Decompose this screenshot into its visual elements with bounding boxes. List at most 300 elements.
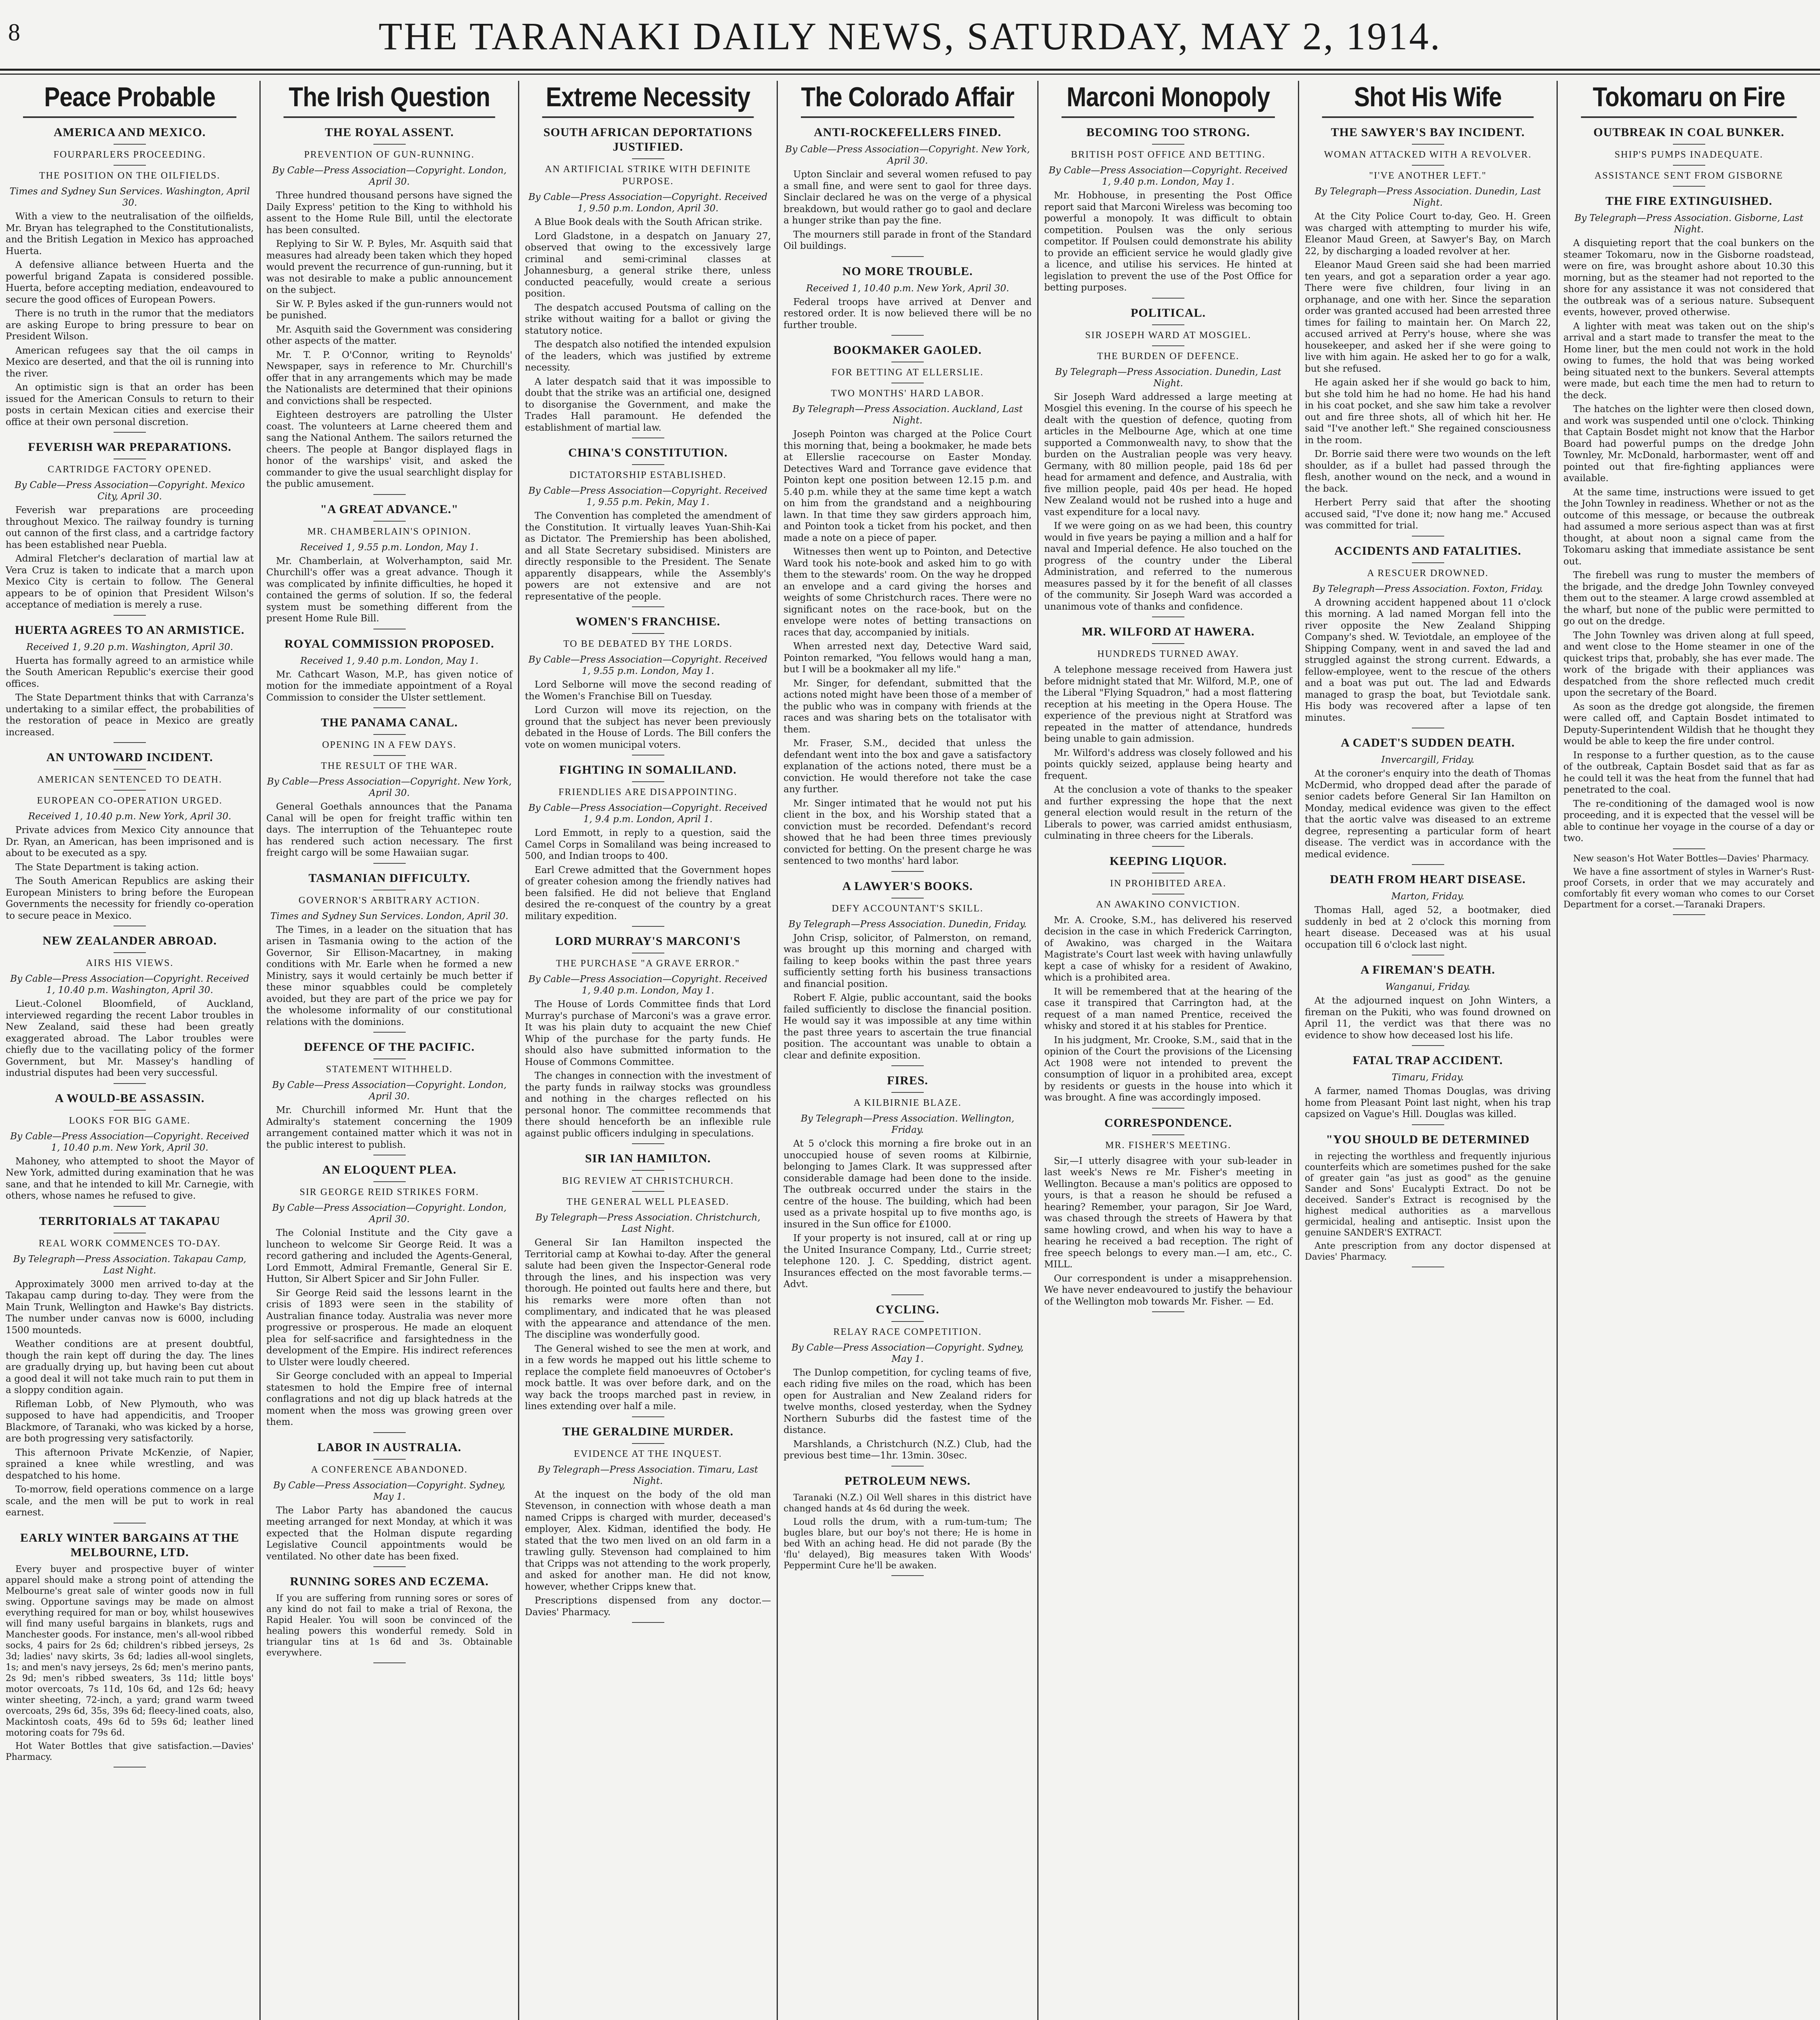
article-subhead: FIRES. <box>887 1074 928 1087</box>
article-subhead: AN ELOQUENT PLEA. <box>322 1163 457 1176</box>
article-paragraph: A telephone message received from Hawera just before midnight stated that Mr. Wilford, M.P., one of the Liberal "Flying Squadron," had a most flattering reception at his meeting in the Opera House. The experience of the previous night at Stratford was repeated in the matter of attendance, hundreds being unable to gain admission. <box>1044 665 1292 744</box>
article-kicker: PREVENTION OF GUN-RUNNING. <box>304 149 475 160</box>
article-paragraph: The General wished to see the men at work, and in a few words he mapped out his little scheme to replace the complete field manoeuvres of October's mock battle. It was over before dark, and on the way back the troops marched past in review, in lines extending over half a mile. <box>525 1343 771 1412</box>
article-paragraph: At 5 o'clock this morning a fire broke out in an unoccupied house of seven rooms at Kilbirnie, belonging to James Clark. It was suppressed after considerable damage had been done to the inside. The outbreak occurred under the stairs in the centre of the house. The building, which had been used as a private hospital up to five months ago, is insured in the Sun office for £1000. <box>784 1138 1032 1230</box>
article-subhead: FIGHTING IN SOMALILAND. <box>559 763 737 776</box>
article-subhead: WOMEN'S FRANCHISE. <box>575 615 720 628</box>
article-subhead: AN UNTOWARD INCIDENT. <box>46 751 213 764</box>
article-kicker: EVIDENCE AT THE INQUEST. <box>574 1448 722 1459</box>
article-paragraph: The Colonial Institute and the City gave a luncheon to welcome Sir George Reid. It was a record gathering and included the Agents-General, Lord Emmott, Admiral Fremantle, General Sir E. Hutton, Sir Albert Spicer and Sir John Fuller. <box>266 1228 512 1284</box>
article-dateline: Received 1, 9.55 p.m. London, May 1. <box>300 542 479 553</box>
article-kicker: EUROPEAN CO-OPERATION URGED. <box>37 795 223 806</box>
article-kicker: A RESCUER DROWNED. <box>1367 568 1489 579</box>
article-kicker: THE PURCHASE "A GRAVE ERROR." <box>556 958 740 969</box>
column-headline: The Colorado Affair <box>801 81 1014 118</box>
separator-rule <box>891 1092 924 1093</box>
article-paragraph: A farmer, named Thomas Douglas, was driving home from Pleasant Point last night, when his trap capsized on Vague's Hill. Douglas was killed. <box>1305 1086 1551 1119</box>
article-paragraph: Private advices from Mexico City announce that Dr. Ryan, an American, has been imprisoned and is about to be executed as a spy. <box>6 825 254 858</box>
article-dateline: By Cable—Press Association—Copyright. Received 1, 9.4 p.m. London, April 1. <box>528 803 768 825</box>
article-paragraph: Earl Crewe admitted that the Government hopes of greater cohesion among the friendly natives had been falsified. He did not believe that England desired the re-conquest of the country by a great military expedition. <box>525 865 771 922</box>
article-paragraph: A Blue Book deals with the South African strike. <box>535 217 763 227</box>
section-divider <box>114 615 146 616</box>
article-paragraph: Mr. Hobhouse, in presenting the Post Office report said that Marconi Wireless was becoming too powerful a monopoly. It was difficult to obtain competition. Poulsen was the only serious competitor. If Poulsen could demonstrate his ability to provide an efficient service he would gladly give a licence, and utilise his services. He hinted at legislation to prevent the use of the Post Office for betting purposes. <box>1044 190 1292 293</box>
article-paragraph: Mahoney, who attempted to shoot the Mayor of New York, admitted during examination that he was sane, and that he intended to kill Mr. Carnegie, with others, whose names he refused to give. <box>6 1156 254 1201</box>
article-dateline: By Cable—Press Association—Copyright. Received 1, 10.40 p.m. Washington, April 30. <box>10 974 249 995</box>
article-kicker: CARTRIDGE FACTORY OPENED. <box>47 464 212 475</box>
article-kicker: A KILBIRNIE BLAZE. <box>853 1098 962 1108</box>
section-divider <box>1673 186 1705 187</box>
article-paragraph: Thomas Hall, aged 52, a bootmaker, died suddenly in bed at 2 o'clock this morning from heart disease. Deceased was at his usual occupation till 6 o'clock last night. <box>1305 905 1551 950</box>
article-kicker: FRIENDLIES ARE DISAPPOINTING. <box>558 787 737 797</box>
article-subhead: BOOKMAKER GAOLED. <box>833 343 982 357</box>
article-kicker: BRITISH POST OFFICE AND BETTING. <box>1071 149 1266 160</box>
article-subhead: MR. WILFORD AT HAWERA. <box>1082 625 1255 638</box>
article-dateline: By Telegraph—Press Association. Gisborne, Last Night. <box>1574 213 1803 235</box>
section-divider <box>1673 848 1705 849</box>
article-paragraph: Prescriptions dispensed from any doctor.—Davies' Pharmacy. <box>525 1595 771 1618</box>
article-paragraph: American refugees say that the oil camps in Mexico are deserted, and that the oil is running into the river. <box>6 345 254 379</box>
article-dateline: By Telegraph—Press Association. Takapau Camp, Last Night. <box>13 1254 246 1276</box>
column-headline: The Irish Question <box>284 81 495 118</box>
separator-rule <box>632 1191 664 1192</box>
article-dateline: By Cable—Press Association—Copyright. Received 1, 9.55 p.m. Pekin, May 1. <box>528 486 768 507</box>
separator-rule <box>373 734 406 735</box>
article-paragraph: There is no truth in the rumor that the mediators are asking Europe to bring pressure to bear on President Wilson. <box>6 308 254 342</box>
article-paragraph: Mr. Chamberlain, at Wolverhampton, said Mr. Churchill's offer was a great advance. Though it was complicated by infinite difficulties, he hoped it contained the germs of solution. If so, the federal system must be something different from the present Home Rule Bill. <box>266 556 512 624</box>
article-paragraph: Weather conditions are at present doubtful, though the rain kept off during the day. The lines are gradually drying up, but having been cut about a good deal it will not take much rain to put them in a sloppy condition again. <box>6 1339 254 1395</box>
article-kicker: SHIP'S PUMPS INADEQUATE. <box>1614 149 1763 160</box>
section-divider <box>114 1083 146 1084</box>
article-kicker: DEFY ACCOUNTANT'S SKILL. <box>832 903 984 914</box>
article-paragraph: Eleanor Maud Green said she had been married ten years, and got a separation order a year ago. There were five children, four living in an orphanage, and one with her. Since the separation order was granted accused had been arrested three times for failing to maintain her. On March 22, accused arrived at Perry's house, where she was housekeeper, and asked her if she were going to live with him again. He asked her to go for a walk, but she refused. <box>1305 260 1551 374</box>
article-dateline: By Cable—Press Association—Copyright. Received 1, 9.40 p.m. London, May 1. <box>528 974 768 996</box>
article-dateline: By Telegraph—Press Association. Dunedin, Friday. <box>788 919 1027 930</box>
article-paragraph: To-morrow, field operations commence on a large scale, and the men will be put to work in real earnest. <box>6 1484 254 1518</box>
section-divider <box>891 871 924 872</box>
advertisement-text: Taranaki (N.Z.) Oil Well shares in this district have changed hands at 4s 6d during the week. <box>784 1492 1032 1514</box>
article-subhead: EARLY WINTER BARGAINS AT THE MELBOURNE, LTD. <box>20 1531 240 1559</box>
article-paragraph: Joseph Pointon was charged at the Police Court this morning that, being a bookmaker, he made bets at Ellerslie racecourse on Easter Monday. Detectives Ward and Torrance gave evidence that Pointon kept one position between 12.15 p.m. and 5.40 p.m. while they at the same time kept a watch on him from the grandstand and a neighbouring lawn. In that time they saw girders approach him, and Pointon took a ticket from his pocket, and then made a note on a piece of paper. <box>784 429 1032 543</box>
article-paragraph: The John Townley was driven along at full speed, and went close to the Home steamer in one of the quickest trips that, probably, she has ever made. The work of the brigade with their appliances was despatched from the shore reflected much credit upon the secretary of the Board. <box>1563 630 1814 698</box>
page-number: 8 <box>8 19 20 46</box>
advertisement-text: New season's Hot Water Bottles—Davies' Pharmacy. <box>1573 853 1809 864</box>
article-kicker: BIG REVIEW AT CHRISTCHURCH. <box>562 1176 734 1186</box>
article-dateline: By Cable—Press Association—Copyright. Received 1, 10.40 p.m. New York, April 30. <box>10 1131 249 1153</box>
article-dateline: By Telegraph—Press Association. Auckland, Last Night. <box>792 404 1023 426</box>
article-dateline: Timaru, Friday. <box>1392 1072 1464 1083</box>
separator-rule <box>632 1443 664 1444</box>
article-kicker: TO BE DEBATED BY THE LORDS. <box>563 639 733 649</box>
article-kicker: THE POSITION ON THE OILFIELDS. <box>39 170 221 181</box>
article-paragraph: Lord Curzon will move its rejection, on the ground that the subject has never been previously debated in the House of Lords. The Bill confers the vote on women municipal voters. <box>525 705 771 750</box>
article-subhead: THE GERALDINE MURDER. <box>562 1425 734 1438</box>
separator-rule <box>632 781 664 782</box>
article-paragraph: The Labor Party has abandoned the caucus meeting arranged for next Monday, at which it was expected that the Holman dispute regarding Legislative Council appointments would be ventilated. No other date has been fixed. <box>266 1505 512 1562</box>
article-subhead: DEFENCE OF THE PACIFIC. <box>304 1040 475 1054</box>
article-paragraph: Witnesses then went up to Pointon, and Detective Ward took his note-book and asked him to go with them to the stewards' room. On the way he dropped an envelope and a card giving the horses and weights of some Christchurch races. There were no significant notes on the race-book, but on the envelope were notes of betting transactions on races that day, accompanied by initials. <box>784 547 1032 638</box>
article-subhead: KEEPING LIQUOR. <box>1109 854 1227 868</box>
article-paragraph: Mr. Singer, for defendant, submitted that the actions noted might have been those of a member of the public who was in company with friends at the races and was sharing bets on the totalisator with them. <box>784 678 1032 735</box>
article-subhead: A LAWYER'S BOOKS. <box>842 879 973 893</box>
article-subhead: ANTI-ROCKEFELLERS FINED. <box>813 126 1002 139</box>
article-dateline: By Cable—Press Association—Copyright. Received 1, 9.55 p.m. London, May 1. <box>528 654 768 676</box>
column-4 <box>778 81 1038 2020</box>
section-divider <box>114 1206 146 1207</box>
article-paragraph: Admiral Fletcher's declaration of martial law at Vera Cruz is taken to indicate that a march upon Mexico City is certain to follow. The General appears to be of opinion that President Wilson's acceptance of mediation is merely a ruse. <box>6 553 254 610</box>
separator-rule <box>373 755 406 756</box>
separator-rule <box>114 144 146 145</box>
article-subhead: LORD MURRAY'S MARCONI'S <box>555 934 741 948</box>
article-dateline: By Telegraph—Press Association. Christchurch, Last Night. <box>535 1212 760 1234</box>
separator-rule <box>632 158 664 159</box>
column-headline: Extreme Necessity <box>542 81 754 118</box>
section-divider <box>1152 1108 1184 1109</box>
section-divider <box>891 1575 924 1576</box>
article-paragraph: Robert F. Algie, public accountant, said the books failed sufficiently to disclose the financial position. He would say it was impossible at any time within the past three years to ascertain the true financial position. The accountant was unable to obtain a clear and definite exposition. <box>784 993 1032 1061</box>
article-paragraph: Lieut.-Colonel Bloomfield, of Auckland, interviewed regarding the recent Labor troubles in New Zealand, said these had been greatly exaggerated abroad. The Labor troubles were chiefly due to the vacillating policy of the former Government, but Mr. Massey's handling of industrial disputes had been very successful. <box>6 999 254 1078</box>
article-subhead: A WOULD-BE ASSASSIN. <box>55 1091 205 1105</box>
article-dateline: Invercargill, Friday. <box>1381 755 1475 765</box>
article-paragraph: The despatch accused Poutsma of calling on the strike without waiting for a ballot or giving the statutory notice. <box>525 302 771 336</box>
article-paragraph: The South American Republics are asking their European Ministers to bring before the European Governments the necessity for friendly co-operation to secure peace in Mexico. <box>6 876 254 921</box>
article-subhead: HUERTA AGREES TO AN ARMISTICE. <box>15 623 245 637</box>
separator-rule <box>1673 144 1705 145</box>
article-paragraph: At the same time, instructions were issued to get the John Townley in readiness. Whether or not as the outcome of this message, or because the outbreak had assumed a more serious aspect than was at first thought, at about noon a signal came from the Tokomaru asking that immediate assistance be sent out. <box>1563 487 1814 567</box>
separator-rule <box>373 521 406 522</box>
article-subhead: A FIREMAN'S DEATH. <box>1360 963 1496 976</box>
article-paragraph: Herbert Perry said that after the shooting accused said, "I've done it; now hang me." Accused was committed for trial. <box>1305 497 1551 531</box>
article-paragraph: An optimistic sign is that an order has been issued for the American Consuls to return to their posts in certain Mexican cities and exercise their office at their own personal discretion. <box>6 382 254 427</box>
article-dateline: Received 1, 10.40 p.m. New York, April 30. <box>28 811 232 822</box>
section-divider <box>891 335 924 336</box>
article-paragraph: When arrested next day, Detective Ward said, Pointon remarked, "You fellows would hang a man, but I will be a bookmaker all my life." <box>784 641 1032 675</box>
article-kicker: MR. CHAMBERLAIN'S OPINION. <box>307 526 472 537</box>
article-kicker: MR. FISHER'S MEETING. <box>1105 1140 1231 1151</box>
article-paragraph: It will be remembered that at the hearing of the case it transpired that Carrington had, at the request of a man named Prentice, received the whisky and stored it at his stables for Prentice. <box>1044 986 1292 1031</box>
article-paragraph: Three hundred thousand persons have signed the Daily Express' petition to the King to withhold his assent to the Home Rule Bill, until the electorate has been consulted. <box>266 190 512 236</box>
article-subhead: FATAL TRAP ACCIDENT. <box>1352 1054 1503 1067</box>
article-kicker: LOOKS FOR BIG GAME. <box>69 1115 191 1126</box>
separator-rule <box>114 790 146 791</box>
separator-rule <box>114 1110 146 1111</box>
article-paragraph: Mr. Churchill informed Mr. Hunt that the Admiralty's statement concerning the 1909 arrangement contained matter which it was not in the public interest to publish. <box>266 1105 512 1150</box>
article-paragraph: Approximately 3000 men arrived to-day at the Takapau camp during to-day. They were from the Main Trunk, Wellington and Hawke's Bay districts. The number under canvas now is 6000, including 1500 mounteds. <box>6 1279 254 1336</box>
article-kicker: AN ARTIFICIAL STRIKE WITH DEFINITE PURPOSE. <box>545 164 751 187</box>
article-subhead: THE PANAMA CANAL. <box>321 716 458 729</box>
section-divider <box>373 1432 406 1433</box>
section-divider <box>373 863 406 864</box>
article-paragraph: Mr. Fraser, S.M., decided that unless the defendant went into the box and gave a satisfactory explanation of the actions noted, there must be a conviction. He would therefore not take the case any further. <box>784 738 1032 795</box>
article-paragraph: The despatch also notified the intended expulsion of the leaders, which was justified by extreme necessity. <box>525 339 771 373</box>
article-subhead: NO MORE TROUBLE. <box>842 264 973 278</box>
article-paragraph: Sir W. P. Byles asked if the gun-runners would not be punished. <box>266 299 512 321</box>
article-subhead: TASMANIAN DIFFICULTY. <box>308 871 470 885</box>
column-headline: Marconi Monopoly <box>1062 81 1275 118</box>
separator-rule <box>373 1181 406 1182</box>
article-paragraph: A lighter with meat was taken out on the ship's arrival and a start made to transfer the meat to the Home liner, but the men could not work in the hold owing to fumes, the hold that was being worked being situated next to the bunkers. Several attempts were made, but each time the men had to return to the deck. <box>1563 321 1814 401</box>
article-dateline: By Telegraph—Press Association. Dunedin, Last Night. <box>1314 186 1541 208</box>
article-dateline: Received 1, 9.20 p.m. Washington, April 30. <box>26 642 233 652</box>
separator-rule <box>1152 345 1184 346</box>
article-kicker: AN AWAKINO CONVICTION. <box>1096 899 1241 910</box>
article-kicker: HUNDREDS TURNED AWAY. <box>1097 649 1239 659</box>
article-paragraph: The hatches on the lighter were then closed down, and work was suspended until one o'clock. Thinking that Captain Bosdet might not know that the Harbor Board had powerful pumps on the dredge John Townley, Mr. McDonald, harbormaster, went off and pointed out that fire-fighting appliances were available. <box>1563 404 1814 484</box>
article-subhead: OUTBREAK IN COAL BUNKER. <box>1593 126 1784 139</box>
separator-rule <box>1412 144 1444 145</box>
article-subhead: "YOU SHOULD BE DETERMINED <box>1326 1132 1530 1146</box>
separator-rule <box>1412 562 1444 563</box>
section-divider <box>373 1662 406 1663</box>
article-kicker: STATEMENT WITHHELD. <box>326 1064 453 1075</box>
section-divider <box>632 606 664 607</box>
section-divider <box>632 1143 664 1144</box>
article-paragraph: As soon as the dredge got alongside, the firemen were called off, and Captain Bosdet intimated to Deputy-Superintendent Wildish that he thought they would be able to keep the fire under control. <box>1563 701 1814 747</box>
advertisement-text: Every buyer and prospective buyer of winter apparel should make a strong point of attending the Melbourne's great sale of winter goods now in full swing. Opportune savings may be made on almost everything required for man or boy, whilst housewives will find many useful bargains in blankets, rugs and Manchester goods. For instance, men's all-wool ribbed socks, 4 pairs for 2s 6d; children's ribbed jerseys, 2s 3d; ladies' navy skirts, 3s 6d; ladies all-wool singlets, 1s; and men's navy jerseys, 2s 6d; men's merino pants, 2s 9d; men's ribbed sweaters, 3s 11d; little boys' motor overcoats, 7s 11d, 10s 6d, and 12s 6d; heavy winter sheeting, 72-inch, a yard; grand warm tweed overcoats, 29s 6d, 35s, 39s 6d; fleecy-lined coats, also, Mackintosh coats, 49s 6d to 59s 6d; leather lined motoring coats for 79s 6d. <box>6 1564 254 1738</box>
section-divider <box>373 1566 406 1567</box>
article-subhead: SIR IAN HAMILTON. <box>585 1152 711 1165</box>
article-kicker: AIRS HIS VIEWS. <box>86 958 174 968</box>
article-paragraph: At the coroner's enquiry into the death of Thomas McDermid, who dropped dead after the parade of senior cadets before General Sir Ian Hamilton on Monday, medical evidence was given to the effect that the aortic valve was diseased to an extreme degree, representing a particular form of heart disease. The verdict was in accordance with the medical evidence. <box>1305 768 1551 860</box>
section-divider <box>373 1032 406 1033</box>
article-paragraph: At the inquest on the body of the old man Stevenson, in connection with whose death a man named Cripps is charged with murder, deceased's employer, Alex. Kidman, identified the body. He stated that the two men lived on an old farm in a trawling gully. Stevenson had complained to him that Cripps was not attending to the work properly, and asked for another man. He did not know, however, whether Cripps knew that. <box>525 1489 771 1592</box>
masthead-rule <box>0 69 1820 71</box>
article-subhead: "A GREAT ADVANCE." <box>320 502 459 516</box>
separator-rule <box>1673 165 1705 166</box>
article-dateline: Marton, Friday. <box>1391 891 1464 902</box>
article-subhead: THE SAWYER'S BAY INCIDENT. <box>1331 126 1525 139</box>
section-divider <box>1673 914 1705 915</box>
article-paragraph: The State Department thinks that with Carranza's undertaking to a similar effect, the probabilities of the restoration of peace in Mexico are greatly increased. <box>6 692 254 738</box>
article-kicker: TWO MONTHS' HARD LABOR. <box>831 388 984 399</box>
section-divider <box>1412 536 1444 537</box>
advertisement-text: Loud rolls the drum, with a rum-tum-tum; The bugles blare, but our boy's not there; He is home in bed With an aching head. He did not parade (By the 'flu' delayed), Big measures taken With Woods' Peppermint Cure he'll be awaken. <box>784 1517 1032 1571</box>
article-paragraph: The firebell was rung to muster the members of the brigade, and the dredge John Townley conveyed them out to the steamer. A large crowd assembled at the wharf, but none of the public were permitted to go out on the dredge. <box>1563 570 1814 627</box>
article-paragraph: Huerta has formally agreed to an armistice while the South American Republic's exercise their good offices. <box>6 655 254 689</box>
article-paragraph: Mr. A. Crooke, S.M., has delivered his reserved decision in the case in which Frederick Carrington, of Awakino, was charged in the Waitara Magistrate's Court last week with having unlawfully kept a case of whisky for a resident of Awakino, which is a prohibited area. <box>1044 915 1292 983</box>
section-divider <box>1412 864 1444 865</box>
column-5 <box>1038 81 1299 2020</box>
column-2 <box>261 81 519 2020</box>
article-kicker: RELAY RACE COMPETITION. <box>833 1326 982 1337</box>
article-paragraph: The changes in connection with the investment of the party funds in railway stocks was groundless and nothing in the charges reflected on his personal honor. The committee recommends that there should henceforth be an inflexible rule against public officers indulging in speculations. <box>525 1071 771 1139</box>
article-kicker: OPENING IN A FEW DAYS. <box>322 740 457 750</box>
article-paragraph: A drowning accident happened about 11 o'clock this morning. A lad named Morgan fell into the river opposite the New Zealand Shipping Company's shed. W. Teviotdale, an employee of the Shipping Company, went in and saved the lad and struggled against the strong current. Edwards, a fellow-employee, went to the rescue of the others and a boat was put out. The lad and Edwards managed to grasp the boat, but Teviotdale sank. His body was recovered after a lapse of ten minutes. <box>1305 597 1551 723</box>
article-dateline: Times and Sydney Sun Services. London, April 30. <box>270 911 509 922</box>
article-paragraph: Sir George Reid said the lessons learnt in the crisis of 1893 were seen in the stability of Australian finance today. Australia was never more progressive or prosperous. He made an eloquent plea for self-sacrifice and farsightedness in the development of the Empire. His indirect references to Ulster were loudly cheered. <box>266 1288 512 1368</box>
article-dateline: Wanganui, Friday. <box>1385 982 1470 992</box>
column-1 <box>0 81 261 2020</box>
article-paragraph: Sir Joseph Ward addressed a large meeting at Mosgiel this evening. In the course of his speech he dealt with the question of defence, quoting from articles in the Melbourne Age, which at one time supported a Commonwealth navy, to show that the burden on the Australian people was very heavy. Germany, with 80 million people, paid 18s 6d per head for armament and defence, and Australia, with five million people, paid 40s per head. He hoped New Zealand would not be rushed into a huge and vast expenditure for a local navy. <box>1044 391 1292 518</box>
section-divider <box>632 1416 664 1417</box>
article-paragraph: Lord Selborne will move the second reading of the Women's Franchise Bill on Tuesday. <box>525 680 771 702</box>
article-kicker: "I'VE ANOTHER LEFT." <box>1369 170 1487 181</box>
article-paragraph: A later despatch said that it was impossible to doubt that the strike was an artificial one, designed to disorganise the Government, and make the Trades Hall paramount. He defended the establishment of martial law. <box>525 376 771 433</box>
article-dateline: By Cable—Press Association—Copyright. London, April 30. <box>272 1080 507 1102</box>
columns <box>0 81 1820 2020</box>
article-paragraph: Marshlands, a Christchurch (N.Z.) Club, had the previous best time—1hr. 13min. 30sec. <box>784 1439 1032 1461</box>
section-divider <box>1152 298 1184 299</box>
article-paragraph: Federal troops have arrived at Denver and restored order. It is now believed there will be no further trouble. <box>784 297 1032 330</box>
article-subhead: LABOR IN AUSTRALIA. <box>317 1440 461 1454</box>
section-divider <box>891 256 924 257</box>
article-subhead: THE ROYAL ASSENT. <box>324 126 454 139</box>
article-dateline: By Telegraph—Press Association. Timaru, Last Night. <box>538 1464 758 1486</box>
article-subhead: CHINA'S CONSTITUTION. <box>568 446 728 459</box>
section-divider <box>891 1065 924 1066</box>
article-kicker: SIR JOSEPH WARD AT MOSGIEL. <box>1085 330 1251 341</box>
article-kicker: SIR GEORGE REID STRIKES FORM. <box>299 1187 479 1197</box>
article-subhead: BECOMING TOO STRONG. <box>1086 126 1250 139</box>
article-paragraph: Mr. T. P. O'Connor, writing to Reynolds' Newspaper, says in reference to Mr. Churchill's offer that in any arrangements which may be made the Nationalists are determined that their opinions and convictions shall be respected. <box>266 349 512 406</box>
article-dateline: Times and Sydney Sun Services. Washington, April 30. <box>9 186 250 208</box>
separator-rule <box>1152 1134 1184 1135</box>
article-dateline: By Cable—Press Association—Copyright. Sydney, May 1. <box>791 1342 1024 1364</box>
article-paragraph: A defensive alliance between Huerta and the powerful brigand Zapata is considered possible. Huerta, before accepting mediation, endeavoured to secure the good offices of European Powers. <box>6 260 254 305</box>
article-dateline: Received 1, 9.40 p.m. London, May 1. <box>300 655 479 666</box>
article-paragraph: Dr. Borrie said there were two wounds on the left shoulder, as if a bullet had passed through the flesh, another wound on the neck, and a wound in the back. <box>1305 449 1551 494</box>
section-divider <box>1152 846 1184 847</box>
article-paragraph: Rifleman Lobb, of New Plymouth, who was supposed to have had appendicitis, and Trooper Blackmore, of Taranaki, who was kicked by a horse, are both progressing very satisfactorily. <box>6 1399 254 1444</box>
article-kicker: A CONFERENCE ABANDONED. <box>311 1464 468 1475</box>
section-divider <box>1152 1311 1184 1312</box>
separator-rule <box>114 165 146 166</box>
article-paragraph: A disquieting report that the coal bunkers on the steamer Tokomaru, now in the Gisborne roadstead, were on fire, was brought ashore about 10.30 this morning, but as the steamer had not reported to the shore for any assistance it was not considered that the outbreak was of a serious nature. Subsequent events, however, proved otherwise. <box>1563 238 1814 318</box>
article-paragraph: The re-conditioning of the damaged wool is now proceeding, and it is expected that the vessel will be able to continue her voyage in the course of a day or two. <box>1563 798 1814 844</box>
article-dateline: By Cable—Press Association—Copyright. London, April 30. <box>272 165 507 187</box>
section-divider <box>632 926 664 927</box>
article-paragraph: Mr. Asquith said the Government was considering other aspects of the matter. <box>266 324 512 346</box>
article-subhead: A CADET'S SUDDEN DEATH. <box>1341 736 1515 749</box>
article-dateline: By Cable—Press Association—Copyright. Received 1, 9.50 p.m. London, April 30. <box>528 192 768 214</box>
article-paragraph: John Crisp, solicitor, of Palmerston, on remand, was brought up this morning and charged with failing to keep books within the past three years sufficiently setting forth his business transactions and financial position. <box>784 932 1032 989</box>
article-paragraph: At the conclusion a vote of thanks to the speaker and further expressing the hope that the next general election would result in the return of the Liberals to power, was carried amidst enthusiasm, culminating in three cheers for the Liberals. <box>1044 785 1292 841</box>
section-divider <box>891 1294 924 1295</box>
article-kicker: ASSISTANCE SENT FROM GISBORNE <box>1594 170 1784 181</box>
article-paragraph: If we were going on as we had been, this country would in five years be paying a million and a half for naval and Imperial defence. He also touched on the progress of the country under the Liberal Administration, and referred to the numerous measures passed by it for the benefit of all classes of the community. Sir Joseph Ward was accorded a unanimous vote of thanks and confidence. <box>1044 521 1292 612</box>
article-paragraph: General Sir Ian Hamilton inspected the Territorial camp at Kowhai to-day. After the general salute had been given the Inspector-General rode through the lines, and his inspection was very thorough. He pointed out faults here and there, but his remarks were more often than not complimentary, and indicated that he was pleased with the appearance and attendance of the men. The discipline was wonderfully good. <box>525 1237 771 1340</box>
separator-rule <box>632 1170 664 1171</box>
article-paragraph: In response to a further question, as to the cause of the outbreak, Captain Bosdet said that as far as he could tell it was the heat from the funnel that had penetrated to the coal. <box>1563 750 1814 795</box>
separator-rule <box>1152 643 1184 644</box>
article-subhead: CORRESPONDENCE. <box>1104 1116 1232 1130</box>
article-dateline: By Cable—Press Association—Copyright. Sydney, May 1. <box>273 1480 506 1502</box>
article-paragraph: Sir,—I utterly disagree with your sub-leader in last week's News re Mr. Fisher's meeting in Wellington. Because a man's politics are opposed to yours, is that a reason he should be refused a hearing? Remember, your paragon, Sir Joe Ward, was chased through the streets of Hawera by that same howling crowd, and when his way to have a hearing he received a bad reception. The right of free speech belongs to every man.—I am, etc., C. MILL. <box>1044 1155 1292 1270</box>
section-divider <box>1412 1124 1444 1125</box>
article-dateline: By Cable—Press Association—Copyright. Mexico City, April 30. <box>15 480 245 502</box>
separator-rule <box>1152 144 1184 145</box>
article-paragraph: In his judgment, Mr. Crooke, S.M., said that in the opinion of the Court the provisions of the Licensing Act 1908 were not intended to prevent the consumption of liquor in a prohibited area, except by residents or guests in the house into which it was brought. A fine was accordingly imposed. <box>1044 1035 1292 1103</box>
article-dateline: Received 1, 10.40 p.m. New York, April 30. <box>806 283 1009 294</box>
article-paragraph: Replying to Sir W. P. Byles, Mr. Asquith said that measures had already been taken which they hoped would prevent the recurrence of gun-running, but it was not desirable to make a public announcement on the subject. <box>266 239 512 295</box>
article-paragraph: The Dunlop competition, for cycling teams of five, each riding five miles on the road, which has been open for Australian and New Zealand riders for twelve months, closed yesterday, when the Sydney Northern Suburbs did the fastest time of the distance. <box>784 1367 1032 1435</box>
column-3 <box>519 81 778 2020</box>
article-kicker: FOR BETTING AT ELLERSLIE. <box>831 367 984 378</box>
section-divider <box>632 1622 664 1623</box>
article-paragraph: If your property is not insured, call at or ring up the United Insurance Company, Ltd., Currie street; telephone 120. J. C. Spedding, district agent. Insurances effected on the most favorable terms.—Advt. <box>784 1233 1032 1290</box>
article-paragraph: This afternoon Private McKenzie, of Napier, sprained a knee while wrestling, and was despatched to his home. <box>6 1447 254 1481</box>
separator-rule <box>891 1321 924 1322</box>
separator-rule <box>632 464 664 465</box>
article-subhead: POLITICAL. <box>1131 306 1206 320</box>
section-divider <box>114 432 146 433</box>
article-subhead: THE FIRE EXTINGUISHED. <box>1605 194 1772 208</box>
article-kicker: REAL WORK COMMENCES TO-DAY. <box>38 1238 221 1249</box>
article-subhead: PETROLEUM NEWS. <box>845 1474 971 1488</box>
article-dateline: By Cable—Press Association—Copyright. London, April 30. <box>272 1203 507 1225</box>
article-kicker: GOVERNOR'S ARBITRARY ACTION. <box>298 895 480 906</box>
column-7 <box>1558 81 1820 2020</box>
article-paragraph: Mr. Wilford's address was closely followed and his points quickly seized, applause being hearty and frequent. <box>1044 747 1292 781</box>
article-paragraph: The House of Lords Committee finds that Lord Murray's purchase of Marconi's was a grave error. It was his plain duty to acquaint the new Chief Whip of the purchase for the party funds. He should also have submitted information to the House of Commons Committee. <box>525 999 771 1067</box>
article-subhead: NEW ZEALANDER ABROAD. <box>42 934 217 947</box>
article-paragraph: The mourners still parade in front of the Standard Oil buildings. <box>784 229 1032 251</box>
article-subhead: FEVERISH WAR PREPARATIONS. <box>28 440 232 454</box>
advertisement-text: Hot Water Bottles that give satisfaction.—Davies' Pharmacy. <box>6 1741 254 1762</box>
article-subhead: ROYAL COMMISSION PROPOSED. <box>284 637 495 650</box>
article-paragraph: At the City Police Court to-day, Geo. H. Green was charged with attempting to murder his wife, Eleanor Maud Green, at Sawyer's Bay, on March 22, by discharging a loaded revolver at her. <box>1305 211 1551 257</box>
article-paragraph: He again asked her if she would go back to him, but she told him he had no home. He had his hand in his coat pocket, and she saw him take a revolver out and fire three shots, all of which hit her. He said "I've another left." She regained consciousness in the room. <box>1305 377 1551 446</box>
article-paragraph: The Convention has completed the amendment of the Constitution. It virtually leaves Yuan-Shih-Kai as Dictator. The Premiership has been abolished, and all State Secretary subsidised. Ministers are directly responsible to the President. The Senate apparently disappears, while the Assembly's powers are not extensive and are not representative of the people. <box>525 511 771 602</box>
article-dateline: By Telegraph—Press Association. Dunedin, Last Night. <box>1055 366 1281 389</box>
article-paragraph: Lord Emmott, in reply to a question, said the Camel Corps in Somaliland was being increased to 500, and Indian troops to 400. <box>525 828 771 861</box>
article-kicker: THE GENERAL WELL PLEASED. <box>567 1197 729 1207</box>
article-subhead: CYCLING. <box>876 1302 939 1316</box>
article-paragraph: Eighteen destroyers are patrolling the Ulster coast. The volunteers at Larne cheered them and sang the National Anthem. The sailors returned the cheers. The people at Bangor displayed flags in honor of the warships' visit, and asked the commander to give the usual searchlight display for the public amusement. <box>266 410 512 489</box>
column-headline: Shot His Wife <box>1322 81 1534 118</box>
section-divider <box>373 494 406 495</box>
separator-rule <box>373 1058 406 1059</box>
article-paragraph: Sir George concluded with an appeal to Imperial statesmen to hold the Empire free of internal conflagrations and not dig up black hatreds at the moment when the moss was growing green over them. <box>266 1371 512 1427</box>
masthead-rule-thin <box>0 74 1820 75</box>
article-paragraph: Mr. Cathcart Wason, M.P., has given notice of motion for the immediate appointment of a Royal Commission to consider the Ulster settlement. <box>266 669 512 703</box>
article-paragraph: Lord Gladstone, in a despatch on January 27, observed that owing to the excessively large criminal and semi-criminal classes at Johannesburg, a general strike there, unless conducted peacefully, would create a serious position. <box>525 231 771 299</box>
separator-rule <box>1152 324 1184 325</box>
section-divider <box>373 707 406 708</box>
article-paragraph: With a view to the neutralisation of the oilfields, Mr. Bryan has telegraphed to the Constitutionalists, and the British Legation in Mexico has approached Huerta. <box>6 211 254 257</box>
article-subhead: TERRITORIALS AT TAKAPAU <box>39 1214 221 1228</box>
article-subhead: DEATH FROM HEART DISEASE. <box>1330 873 1526 886</box>
separator-rule <box>373 144 406 145</box>
section-divider <box>114 1767 146 1768</box>
article-kicker: THE BURDEN OF DEFENCE. <box>1097 351 1239 362</box>
article-dateline: By Cable—Press Association—Copyright. New York, April 30. <box>267 776 512 798</box>
article-paragraph: Mr. Singer intimated that he would not put his client in the box, and his Worship stated that a conviction must be recorded. Defendant's record showed that he had been three times previously convicted for betting. On the present charge he was sentenced to two months' hard labor. <box>784 798 1032 866</box>
article-kicker: THE RESULT OF THE WAR. <box>321 761 458 771</box>
advertisement-text: Ante prescription from any doctor dispensed at Davies' Pharmacy. <box>1305 1241 1551 1262</box>
separator-rule <box>114 952 146 953</box>
article-kicker: WOMAN ATTACKED WITH A REVOLVER. <box>1324 149 1532 160</box>
article-subhead: AMERICA AND MEXICO. <box>53 126 206 139</box>
separator-rule <box>373 1459 406 1460</box>
column-headline: Peace Probable <box>23 81 236 118</box>
separator-rule <box>632 633 664 634</box>
article-paragraph: The State Department is taking action. <box>15 862 199 873</box>
article-kicker: FOURPARLERS PROCEEDING. <box>53 149 206 160</box>
section-divider <box>891 1466 924 1467</box>
separator-rule <box>114 769 146 770</box>
article-subhead: SOUTH AFRICAN DEPORTATIONS JUSTIFIED. <box>543 126 753 154</box>
section-divider <box>1412 1045 1444 1046</box>
article-paragraph: At the adjourned inquest on John Winters, a fireman on the Pukiti, who was found drowned on April 11, the verdict was that there was no evidence to show how deceased lost his life. <box>1305 995 1551 1041</box>
article-paragraph: Feverish war preparations are proceeding throughout Mexico. The railway foundry is turning out cannon of the first class, and a cartridge factory has been established near Puebla. <box>6 505 254 550</box>
article-subhead: RUNNING SORES AND ECZEMA. <box>290 1575 489 1588</box>
column-6 <box>1299 81 1558 2020</box>
advertisement-text: We have a fine assortment of styles in Warner's Rust-proof Corsets, in order that we may accurately and comfortably fit every woman who comes to our Corset Department for a corset.—Taranaki Drapers. <box>1563 867 1814 910</box>
article-kicker: IN PROHIBITED AREA. <box>1110 878 1226 889</box>
article-dateline: By Cable—Press Association—Copyright. Received 1, 9.40 p.m. London, May 1. <box>1049 165 1288 187</box>
advertisement-text: in rejecting the worthless and frequently injurious counterfeits which are sometimes pushed for the sake of greater gain "as just as good" as the genuine Sander and Sons' Eucalypti Extract. Do not be deceived. Sander's Extract is recognised by the highest medical authorities as a marvellous germicidal, healing and antiseptic. Insist upon the genuine SANDER'S EXTRACT. <box>1305 1151 1551 1238</box>
article-dateline: By Telegraph—Press Association. Foxton, Friday. <box>1312 583 1543 594</box>
